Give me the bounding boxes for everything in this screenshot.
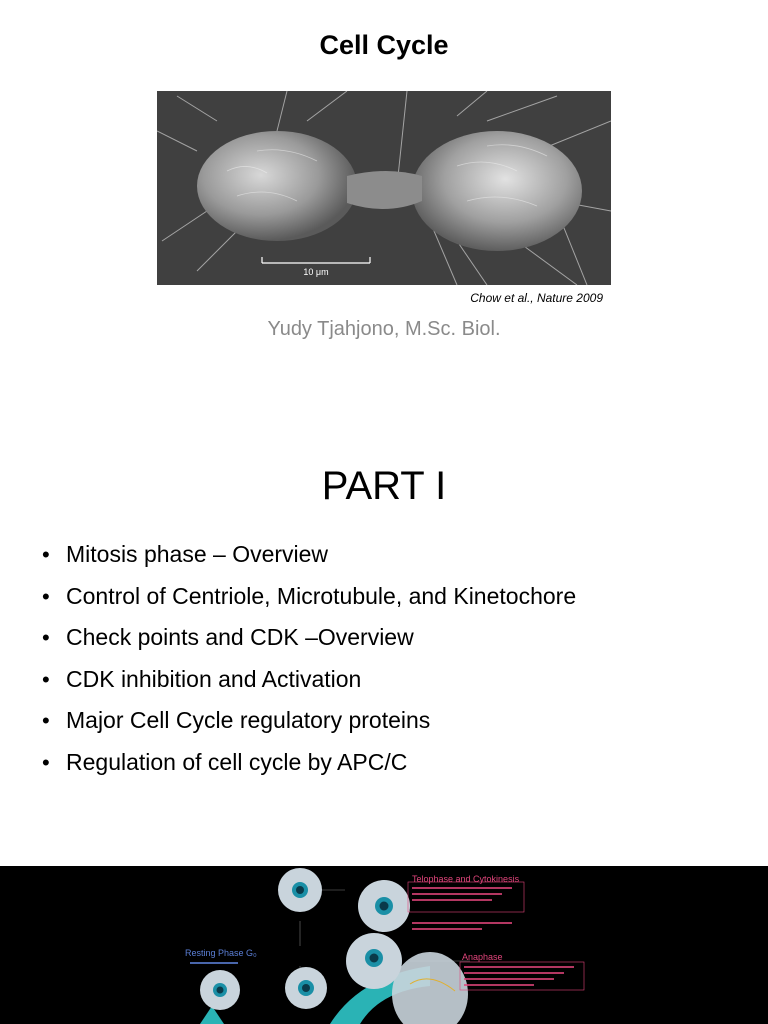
bullet-icon: • bbox=[42, 542, 50, 567]
cell bbox=[285, 967, 327, 1009]
list-item-text: CDK inhibition and Activation bbox=[66, 665, 362, 692]
slide-cell-cycle-diagram bbox=[0, 866, 768, 1024]
list-item bbox=[42, 617, 576, 659]
image-citation: Chow et al., Nature 2009 bbox=[470, 291, 603, 305]
micrograph-drawing bbox=[157, 91, 611, 285]
bullet-list bbox=[42, 534, 576, 783]
list-item-text: Mitosis phase – Overview bbox=[66, 541, 329, 567]
cell bbox=[346, 933, 402, 989]
bullet-icon: • bbox=[42, 749, 50, 775]
cell bbox=[392, 952, 468, 1024]
telophase-label: Telophase and Cytokinesis bbox=[412, 874, 520, 884]
list-item-text: Control of Centriole, Microtubule, and Kinetochore bbox=[66, 582, 577, 609]
author-name: Yudy Tjahjono, M.Sc. Biol. bbox=[267, 318, 501, 340]
list-item bbox=[42, 659, 576, 701]
list-item bbox=[42, 534, 576, 576]
slide-cell-cycle bbox=[0, 0, 768, 430]
cell bbox=[278, 868, 322, 912]
scale-bar-label: 10 μm bbox=[303, 267, 329, 277]
list-item bbox=[42, 576, 576, 618]
micrograph-image bbox=[157, 91, 611, 285]
slide-part-one bbox=[0, 430, 768, 866]
bullet-icon: • bbox=[42, 625, 50, 650]
cell-cycle-diagram bbox=[0, 866, 768, 1024]
cell bbox=[200, 970, 240, 1010]
slide-title: Cell Cycle bbox=[319, 30, 449, 60]
list-item bbox=[42, 700, 576, 742]
list-item-text: Check points and CDK –Overview bbox=[66, 624, 414, 650]
resting-phase-label: Resting Phase G₀ bbox=[185, 948, 257, 958]
anaphase-label: Anaphase bbox=[462, 952, 503, 962]
bullet-icon: • bbox=[42, 708, 50, 733]
cell bbox=[358, 880, 410, 932]
list-item-text: Major Cell Cycle regulatory proteins bbox=[66, 707, 431, 733]
bullet-icon: • bbox=[42, 583, 50, 609]
list-item bbox=[42, 742, 576, 784]
slide-title: PART I bbox=[321, 464, 447, 508]
list-item-text: Regulation of cell cycle by APC/C bbox=[66, 748, 408, 775]
bullet-icon: • bbox=[42, 666, 50, 692]
